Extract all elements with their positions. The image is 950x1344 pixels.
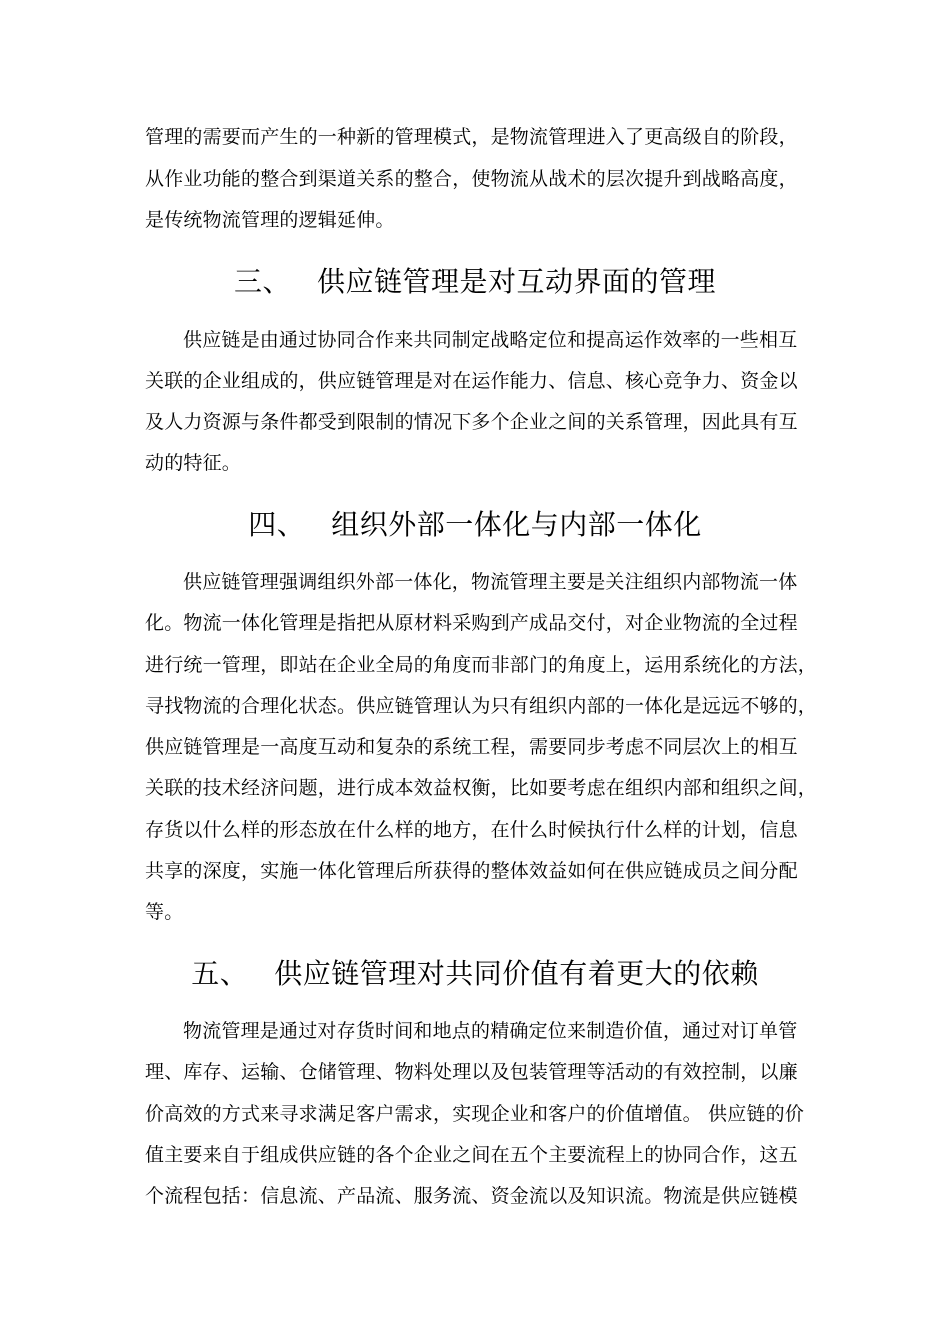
paragraph-line: 等。 bbox=[145, 901, 184, 923]
paragraph-line: 化。物流一体化管理是指把从原材料采购到产成品交付，对企业物流的全过程 bbox=[145, 612, 798, 634]
section-title: 组织外部一体化与内部一体化 bbox=[331, 508, 702, 541]
paragraph-line: 关联的技术经济问题，进行成本效益权衡，比如要考虑在组织内部和组织之间， bbox=[145, 777, 818, 799]
paragraph-line: 共享的深度，实施一体化管理后所获得的整体效益如何在供应链成员之间分配 bbox=[145, 860, 798, 882]
paragraph-line: 从作业功能的整合到渠道关系的整合，使物流从战术的层次提升到战略高度， bbox=[145, 168, 798, 190]
section-number: 四、 bbox=[248, 508, 306, 541]
paragraph-line: 物流管理是通过对存货时间和地点的精确定位来制造价值，通过对订单管 bbox=[183, 1020, 798, 1042]
paragraph-line: 供应链管理强调组织外部一体化，物流管理主要是关注组织内部物流一体 bbox=[183, 571, 798, 593]
paragraph-line: 是传统物流管理的逻辑延伸。 bbox=[145, 209, 395, 231]
paragraph-line: 管理的需要而产生的一种新的管理模式，是物流管理进入了更高级自的阶段， bbox=[145, 126, 798, 148]
section-title: 供应链管理对共同价值有着更大的依赖 bbox=[274, 957, 759, 990]
section-title: 供应链管理是对互动界面的管理 bbox=[317, 265, 717, 298]
paragraph-line: 价高效的方式来寻求满足客户需求，实现企业和客户的价值增值。 供应链的价 bbox=[145, 1103, 805, 1125]
paragraph-line: 供应链是由通过协同合作来共同制定战略定位和提高运作效率的一些相互 bbox=[183, 329, 798, 351]
section-heading-3 bbox=[0, 264, 950, 300]
paragraph-line: 及人力资源与条件都受到限制的情况下多个企业之间的关系管理，因此具有互 bbox=[145, 411, 798, 433]
paragraph-line: 理、库存、运输、仓储管理、物料处理以及包装管理等活动的有效控制，以廉 bbox=[145, 1061, 798, 1083]
paragraph-line: 存货以什么样的形态放在什么样的地方，在什么时候执行什么样的计划，信息 bbox=[145, 819, 798, 841]
paragraph-line: 个流程包括：信息流、产品流、服务流、资金流以及知识流。物流是供应链模 bbox=[145, 1185, 798, 1207]
paragraph-line: 关联的企业组成的，供应链管理是对在运作能力、信息、核心竞争力、资金以 bbox=[145, 370, 798, 392]
section-number: 三、 bbox=[233, 265, 291, 298]
paragraph-line: 值主要来自于组成供应链的各个企业之间在五个主要流程上的协同合作，这五 bbox=[145, 1144, 798, 1166]
section-heading-4 bbox=[0, 507, 950, 543]
paragraph-line: 进行统一管理，即站在企业全局的角度而非部门的角度上，运用系统化的方法， bbox=[145, 654, 818, 676]
paragraph-line: 寻找物流的合理化状态。供应链管理认为只有组织内部的一体化是远远不够的， bbox=[145, 695, 818, 717]
paragraph-line: 动的特征。 bbox=[145, 452, 242, 474]
paragraph-line: 供应链管理是一高度互动和复杂的系统工程，需要同步考虑不同层次上的相互 bbox=[145, 736, 798, 758]
section-heading-5 bbox=[0, 956, 950, 992]
section-number: 五、 bbox=[191, 957, 249, 990]
